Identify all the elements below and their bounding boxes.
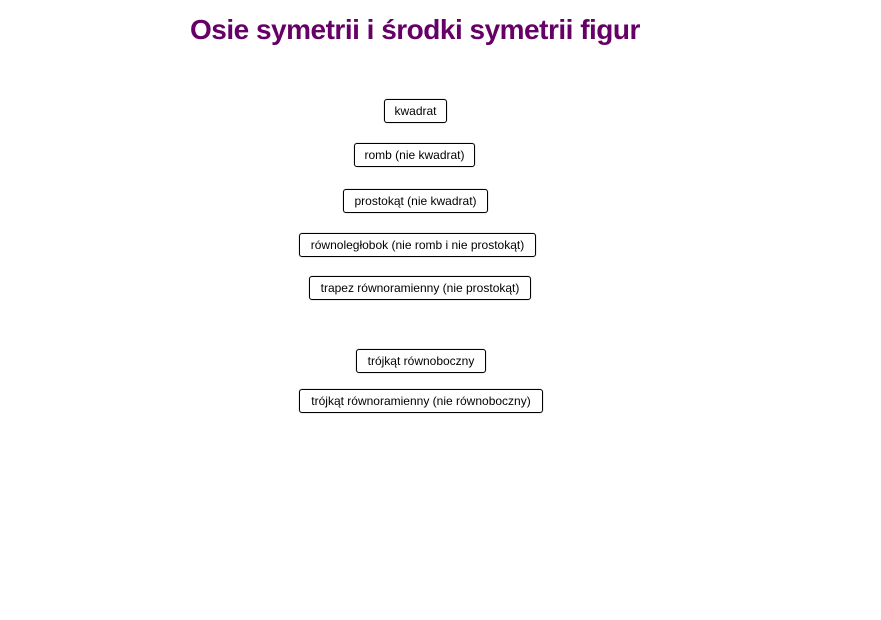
trapez-rownoramienny-button[interactable]: trapez równoramienny (nie prostokąt) <box>309 276 531 300</box>
trojkat-rownoboczny-button[interactable]: trójkąt równoboczny <box>356 349 486 373</box>
kwadrat-button[interactable]: kwadrat <box>384 99 447 123</box>
romb-button[interactable]: romb (nie kwadrat) <box>354 143 475 167</box>
rownoleglobok-button[interactable]: równoległobok (nie romb i nie prostokąt) <box>299 233 536 257</box>
prostokat-button[interactable]: prostokąt (nie kwadrat) <box>343 189 488 213</box>
trojkat-rownoramienny-button[interactable]: trójkąt równoramienny (nie równoboczny) <box>299 389 543 413</box>
page-title: Osie symetrii i środki symetrii figur <box>190 14 640 45</box>
